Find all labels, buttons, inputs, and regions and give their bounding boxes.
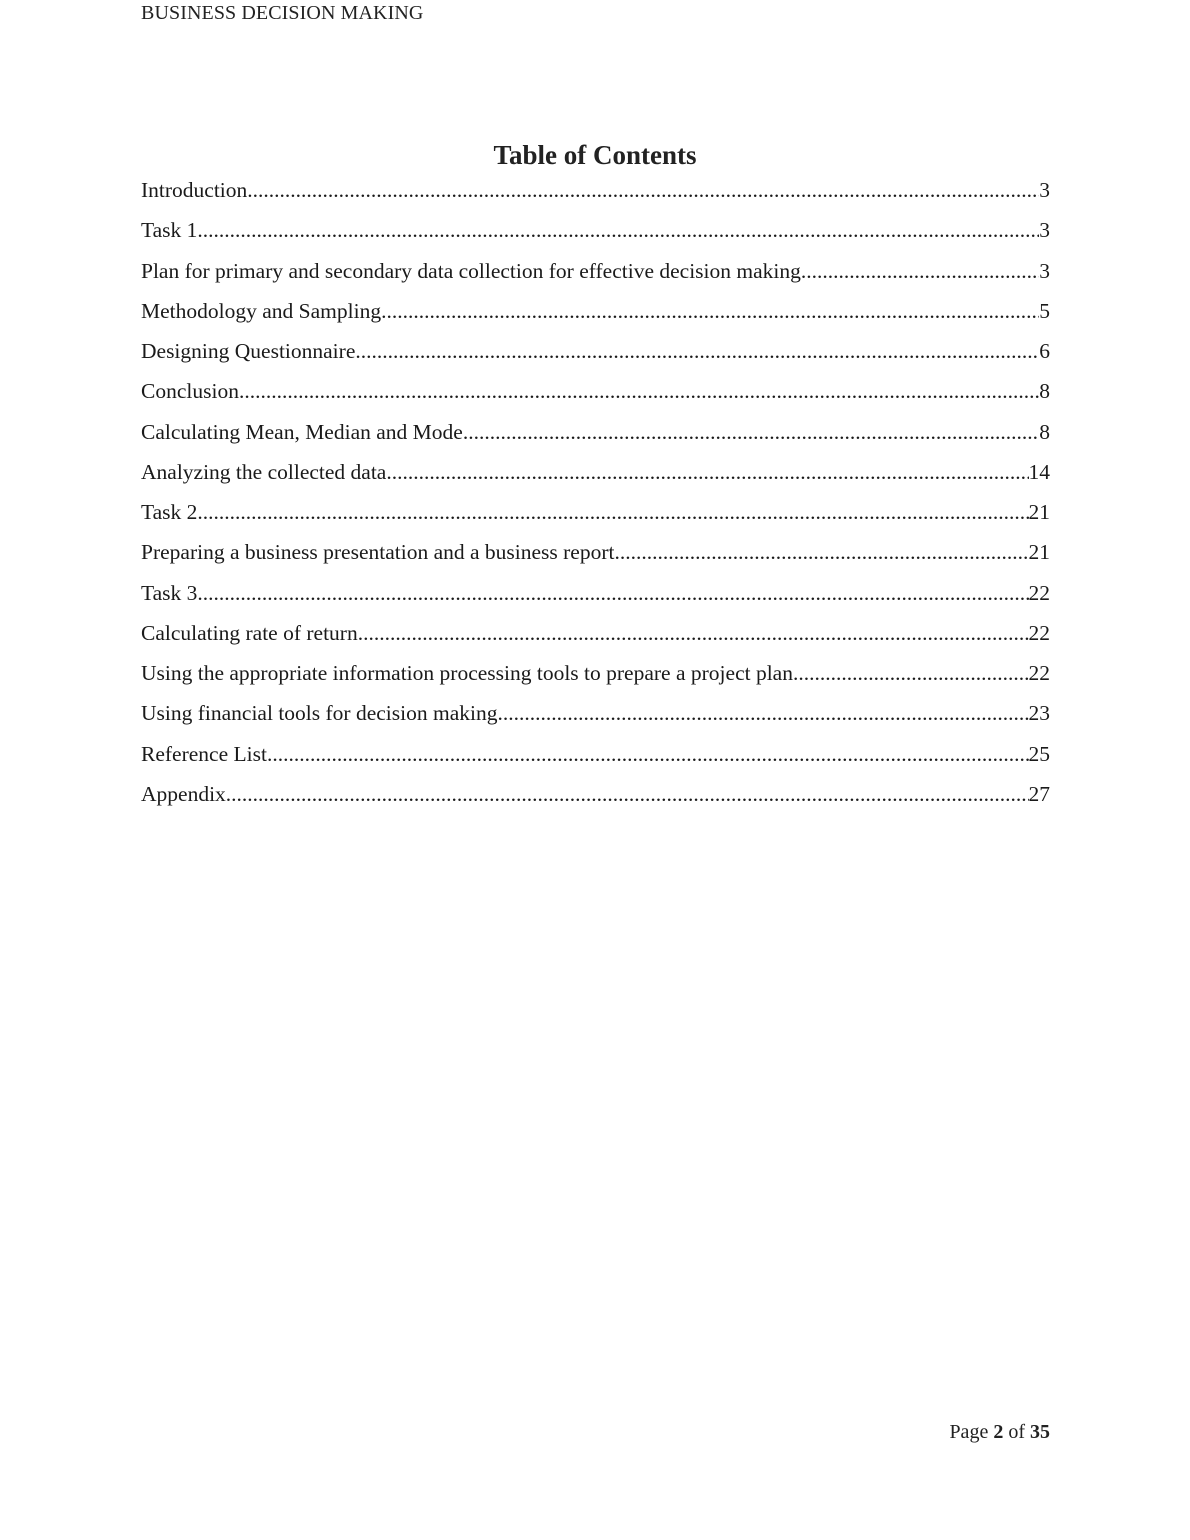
toc-dot-leader — [197, 216, 1039, 244]
toc-entry-conclusion[interactable] — [141, 377, 1050, 417]
toc-entry-label: Introduction — [141, 178, 248, 202]
toc-entry-label: Calculating Mean, Median and Mode — [141, 419, 463, 444]
toc-dot-leader — [386, 458, 1028, 486]
toc-entry-label: Preparing a business presentation and a business report — [141, 540, 615, 565]
toc-entry-task-1[interactable] — [141, 216, 1050, 256]
toc-entry-label: Using the appropriate information processing tools to prepare a project plan — [141, 661, 793, 685]
toc-entry-page: 3 — [1039, 178, 1050, 202]
toc-entry-page: 22 — [1028, 661, 1050, 685]
toc-entry-page: 5 — [1039, 298, 1050, 323]
toc-dot-leader — [197, 498, 1028, 526]
toc-title: Table of Contents — [493, 140, 697, 170]
toc-entry-label: Conclusion — [141, 379, 239, 404]
toc-entry-rate-of-return[interactable] — [141, 619, 1050, 659]
running-header: BUSINESS DECISION MAKING — [141, 2, 424, 24]
toc-entry-label: Appendix — [141, 781, 226, 806]
toc-entry-data-collection-plan[interactable] — [141, 257, 1050, 297]
toc-dot-leader — [614, 538, 1028, 566]
toc-entry-analyzing-data[interactable] — [141, 458, 1050, 498]
toc-entry-label: Plan for primary and secondary data collection for effective decision making — [141, 258, 801, 283]
toc-entry-financial-tools[interactable] — [141, 699, 1050, 739]
toc-entry-business-presentation[interactable] — [141, 538, 1050, 578]
toc-dot-leader — [355, 337, 1039, 365]
toc-entry-label: Using financial tools for decision making — [141, 701, 498, 726]
toc-entry-page: 22 — [1028, 620, 1050, 645]
toc-dot-leader — [226, 780, 1029, 808]
toc-entry-label: Designing Questionnaire — [141, 339, 356, 363]
toc-entry-project-plan[interactable] — [141, 659, 1050, 699]
toc-entry-page: 27 — [1028, 781, 1050, 806]
toc-dot-leader — [358, 619, 1029, 647]
toc-entry-methodology[interactable] — [141, 297, 1050, 337]
toc-dot-leader — [247, 176, 1039, 204]
toc-entry-label: Reference List — [141, 741, 267, 766]
toc-entry-label: Calculating rate of return — [141, 620, 358, 645]
toc-entry-page: 3 — [1039, 218, 1050, 243]
toc-entry-label: Task 3 — [141, 580, 198, 605]
toc-entry-task-2[interactable] — [141, 498, 1050, 538]
toc-entry-page: 8 — [1039, 419, 1050, 444]
toc-entry-mean-median-mode[interactable] — [141, 418, 1050, 458]
toc-entry-label: Analyzing the collected data — [141, 459, 387, 484]
toc-entry-page: 21 — [1028, 500, 1050, 524]
footer-of: of — [1008, 1421, 1025, 1443]
footer-current-page: 2 — [993, 1421, 1004, 1443]
toc-entry-page: 23 — [1028, 701, 1050, 726]
toc-entry-page: 8 — [1039, 379, 1050, 404]
toc-dot-leader — [381, 297, 1039, 325]
toc-entry-label: Task 2 — [141, 500, 198, 524]
toc-entry-page: 3 — [1039, 258, 1050, 283]
toc-dot-leader — [463, 418, 1039, 446]
toc-entry-introduction[interactable] — [141, 176, 1050, 216]
toc-entry-questionnaire[interactable] — [141, 337, 1050, 377]
toc-dot-leader — [497, 699, 1028, 727]
toc-dot-leader — [197, 579, 1028, 607]
toc-entry-label: Task 1 — [141, 218, 198, 243]
toc-entry-task-3[interactable] — [141, 579, 1050, 619]
toc-entry-page: 22 — [1028, 580, 1050, 605]
toc-dot-leader — [267, 740, 1029, 768]
toc-entry-page: 6 — [1039, 339, 1050, 363]
toc-entry-reference-list[interactable] — [141, 740, 1050, 780]
footer-page-prefix: Page — [949, 1421, 989, 1443]
toc-dot-leader — [801, 257, 1039, 285]
toc-entry-label: Methodology and Sampling — [141, 298, 382, 323]
toc-entry-appendix[interactable] — [141, 780, 1050, 820]
toc-dot-leader — [793, 659, 1029, 687]
footer-total-pages: 35 — [1030, 1421, 1050, 1443]
toc-entry-page: 25 — [1028, 741, 1050, 766]
toc-dot-leader — [239, 377, 1039, 405]
table-of-contents — [141, 176, 1050, 820]
toc-entry-page: 21 — [1028, 540, 1050, 565]
toc-entry-page: 14 — [1028, 459, 1050, 484]
page-number-footer — [949, 1421, 1050, 1444]
